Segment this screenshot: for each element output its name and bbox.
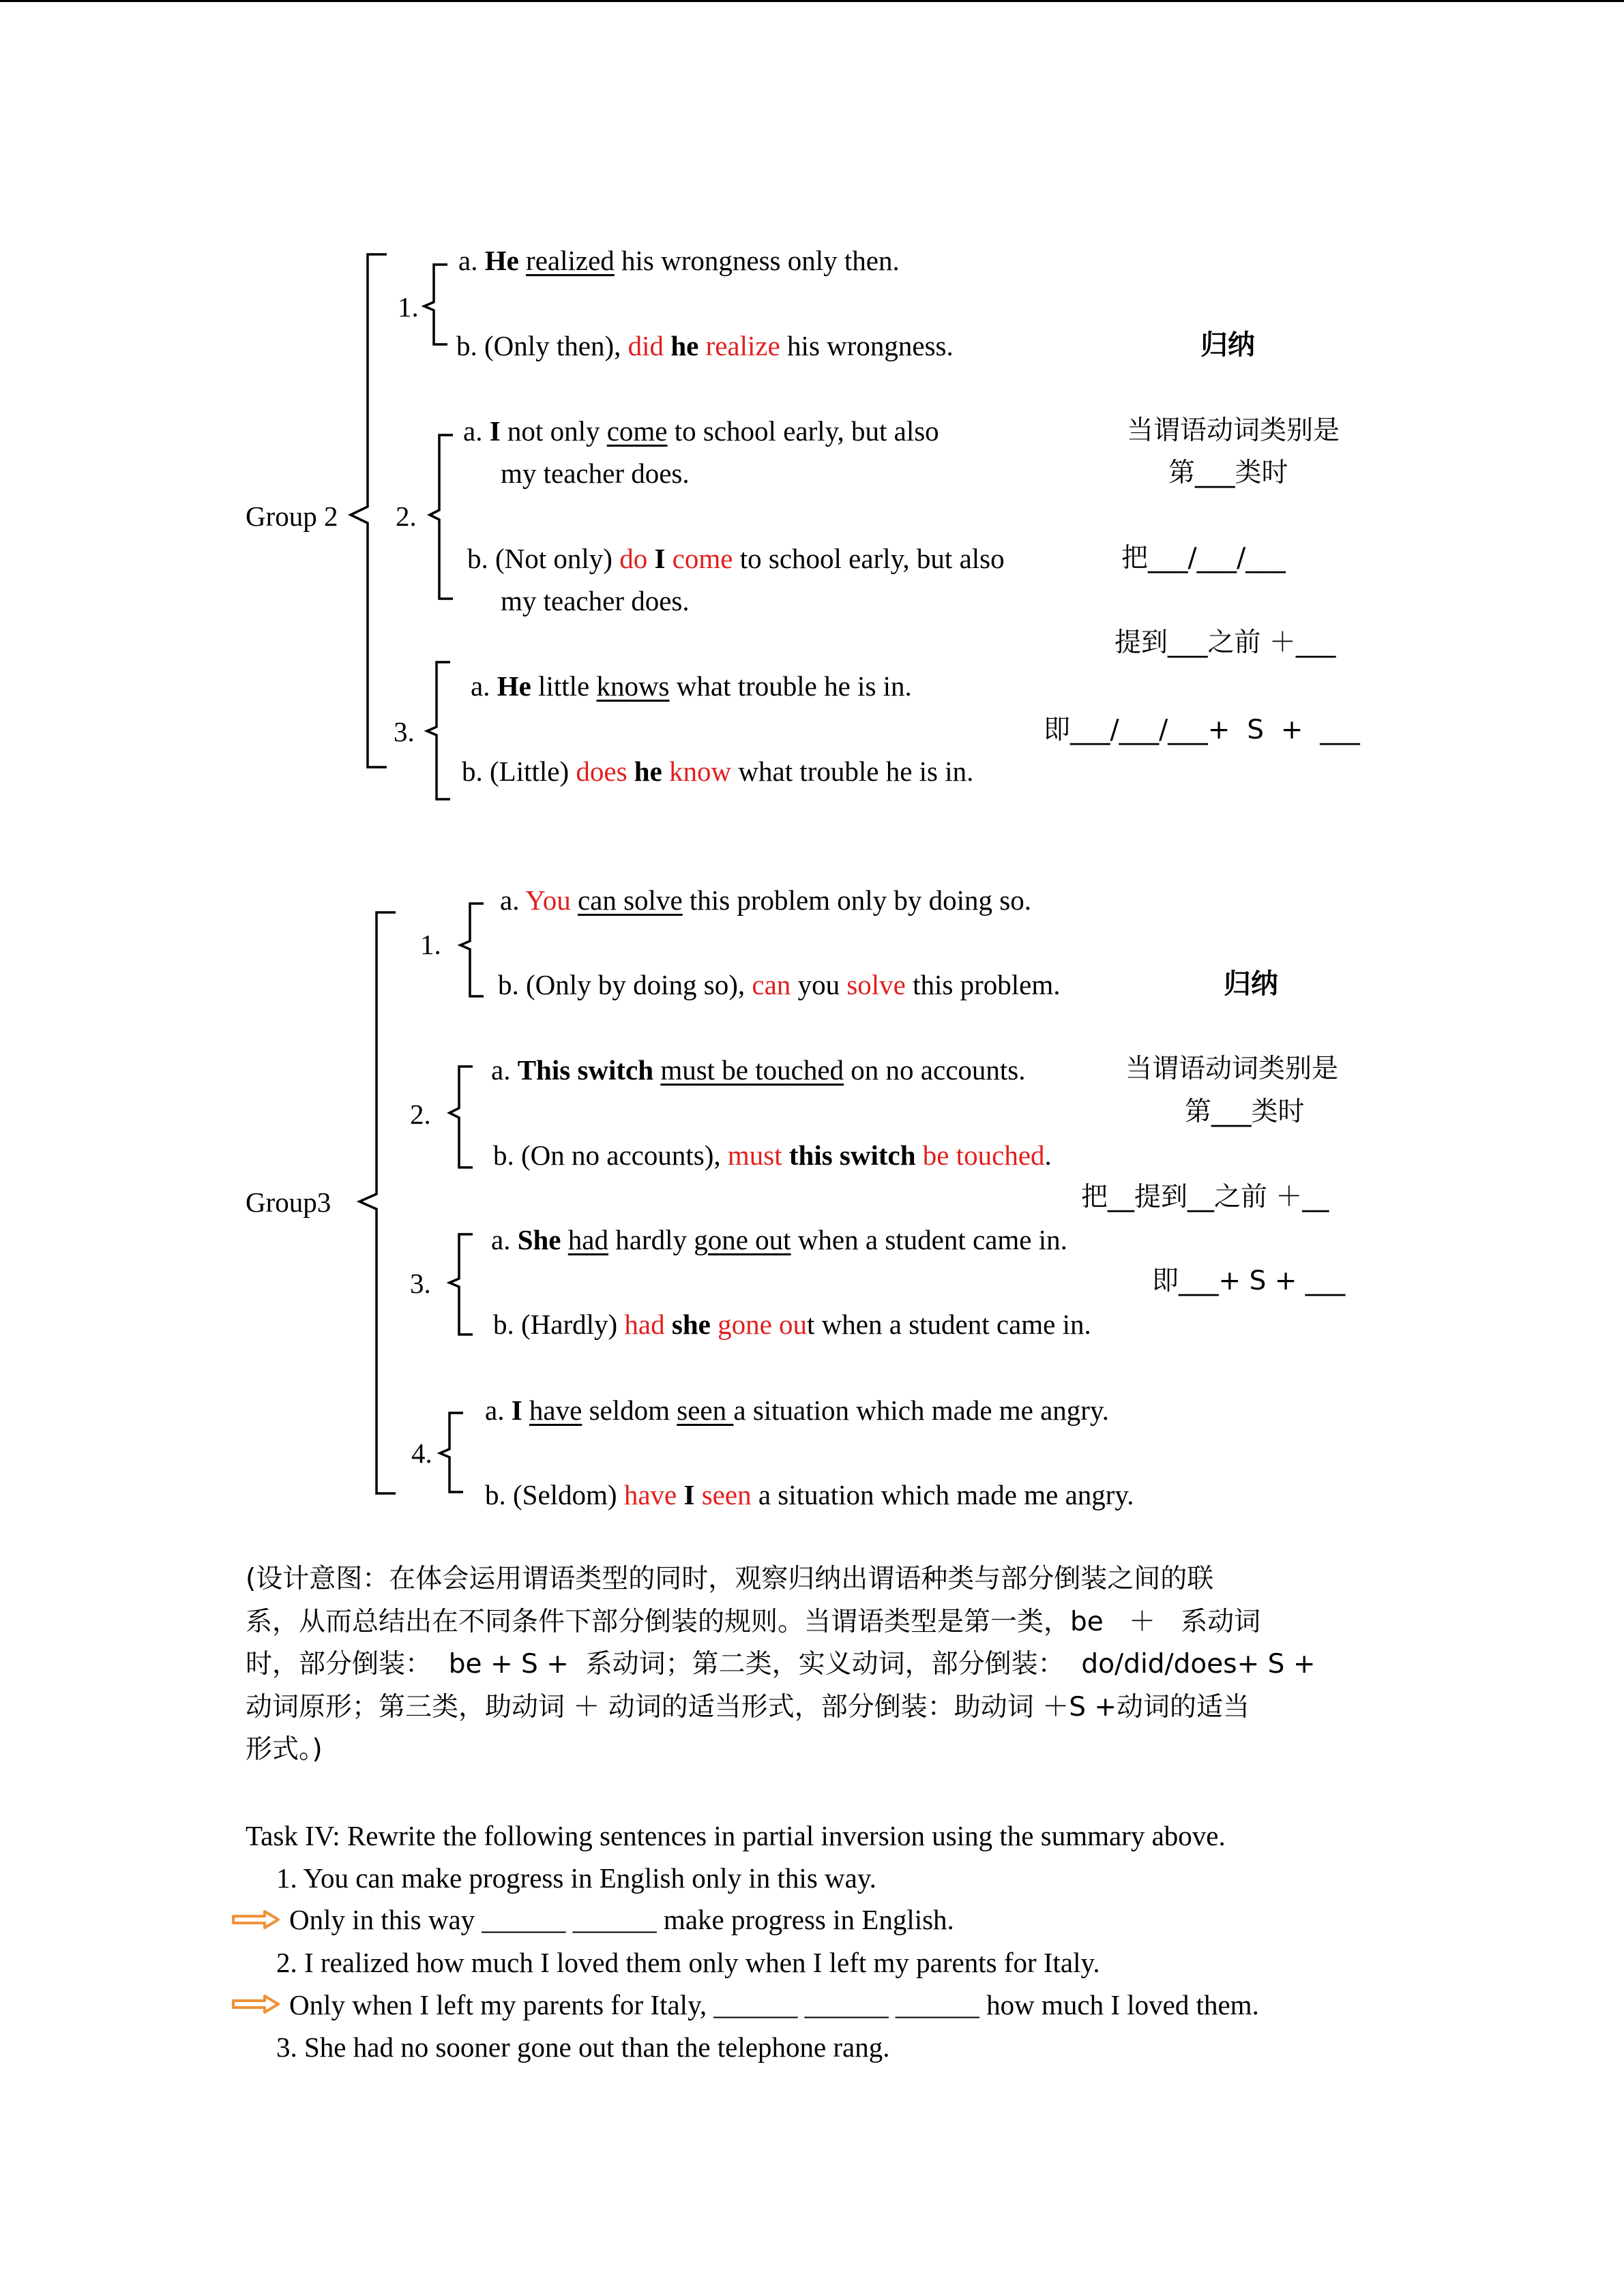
group3-summary-title: 归纳 bbox=[1224, 968, 1278, 1000]
group3-item2-sentence-b: b. (On no accounts), must this switch be touched. bbox=[493, 1139, 1052, 1171]
group2-item1-sentence-b: b. (Only then), did he realize his wrongness. bbox=[456, 330, 954, 361]
group3-summary-line4: 即___+ S + ___ bbox=[1152, 1266, 1346, 1296]
design-note-line2: 系，从而总结出在不同条件下部分倒装的规则。当谓语类型是第一类，be ＋ 系动词 bbox=[246, 1607, 1261, 1637]
group3-item4-number: 4. bbox=[411, 1437, 432, 1469]
group3-item4-sentence-b: b. (Seldom) have I seen a situation which made me angry. bbox=[485, 1479, 1134, 1510]
design-note-line3: 时，部分倒装： be + S + 系动词；第二类，实义动词，部分倒装： do/did/does+ S + bbox=[246, 1649, 1316, 1680]
group2-item3-sentence-a: a. He little knows what trouble he is in. bbox=[471, 670, 912, 702]
group2-item3-sentence-b: b. (Little) does he know what trouble he is in. bbox=[462, 756, 974, 787]
group2-summary-line3: 把___/___/___ bbox=[1121, 543, 1286, 573]
group3-summary-line2: 第___类时 bbox=[1185, 1097, 1305, 1127]
group3-summary-line3: 把__提到__之前 ＋__ bbox=[1081, 1182, 1329, 1212]
group3-item3-sentence-b: b. (Hardly) had she gone out when a student came in. bbox=[493, 1309, 1091, 1340]
group2-item2-number: 2. bbox=[396, 501, 417, 532]
design-note-line5: 形式。) bbox=[246, 1734, 323, 1765]
group2-summary-line4: 提到___之前 ＋___ bbox=[1114, 627, 1336, 658]
group3-item1-number: 1. bbox=[420, 929, 441, 960]
group3-summary-line1: 当谓语动词类别是 bbox=[1125, 1054, 1339, 1084]
group2-item2-sentence-b-line2: my teacher does. bbox=[501, 585, 690, 616]
group3-item2-number: 2. bbox=[410, 1099, 431, 1130]
group2-summary-title: 归纳 bbox=[1200, 329, 1255, 361]
group2-summary-line2: 第___类时 bbox=[1168, 458, 1288, 488]
group2-summary-line5: 即___/___/___+ S + ___ bbox=[1044, 715, 1360, 745]
group3-item2-sentence-a: a. This switch must be touched on no accounts. bbox=[491, 1054, 1026, 1086]
group3-item1-sentence-b: b. (Only by doing so), can you solve this problem. bbox=[498, 969, 1061, 1000]
right-arrow-icon bbox=[232, 1994, 281, 2014]
task4-title: Task IV: Rewrite the following sentences in partial inversion using the summary above. bbox=[246, 1820, 1226, 1851]
group3-label: Group3 bbox=[246, 1187, 331, 1218]
group2-item2-sentence-a: a. I not only come to school early, but also bbox=[463, 415, 939, 447]
task4-item2: 2. I realized how much I loved them only when I left my parents for Italy. bbox=[276, 1947, 1100, 1978]
task4-item1: 1. You can make progress in English only in this way. bbox=[276, 1862, 876, 1894]
group3-item1-sentence-a: a. You can solve this problem only by doing so. bbox=[500, 884, 1032, 916]
group2-item1-number: 1. bbox=[398, 291, 419, 323]
design-note-line4: 动词原形；第三类，助动词 ＋ 动词的适当形式，部分倒装：助动词 ＋S +动词的适当 bbox=[246, 1692, 1250, 1723]
group2-summary-line1: 当谓语动词类别是 bbox=[1127, 415, 1340, 446]
task4-item1-answer: Only in this way ______ ______ make progress in English. bbox=[289, 1904, 954, 1935]
design-note-line1: (设计意图：在体会运用谓语类型的同时，观察归纳出谓语种类与部分倒装之间的联 bbox=[246, 1564, 1214, 1594]
group2-label: Group 2 bbox=[246, 501, 338, 532]
group2-item3-number: 3. bbox=[394, 716, 415, 747]
task4-item2-answer: Only when I left my parents for Italy, ______ ______ ______ how much I loved them. bbox=[289, 1989, 1259, 2021]
task4-item3: 3. She had no sooner gone out than the telephone rang. bbox=[276, 2031, 890, 2063]
group3-item4-sentence-a: a. I have seldom seen a situation which made me angry. bbox=[485, 1395, 1110, 1426]
group2-item2-sentence-b: b. (Not only) do I come to school early, but also bbox=[467, 543, 1005, 574]
group3-item3-number: 3. bbox=[410, 1268, 431, 1299]
group2-item2-sentence-a-line2: my teacher does. bbox=[501, 458, 690, 489]
group2-item1-sentence-a: a. He realized his wrongness only then. bbox=[458, 245, 900, 276]
right-arrow-icon bbox=[232, 1909, 281, 1930]
group3-item3-sentence-a: a. She had hardly gone out when a student came in. bbox=[491, 1224, 1067, 1255]
